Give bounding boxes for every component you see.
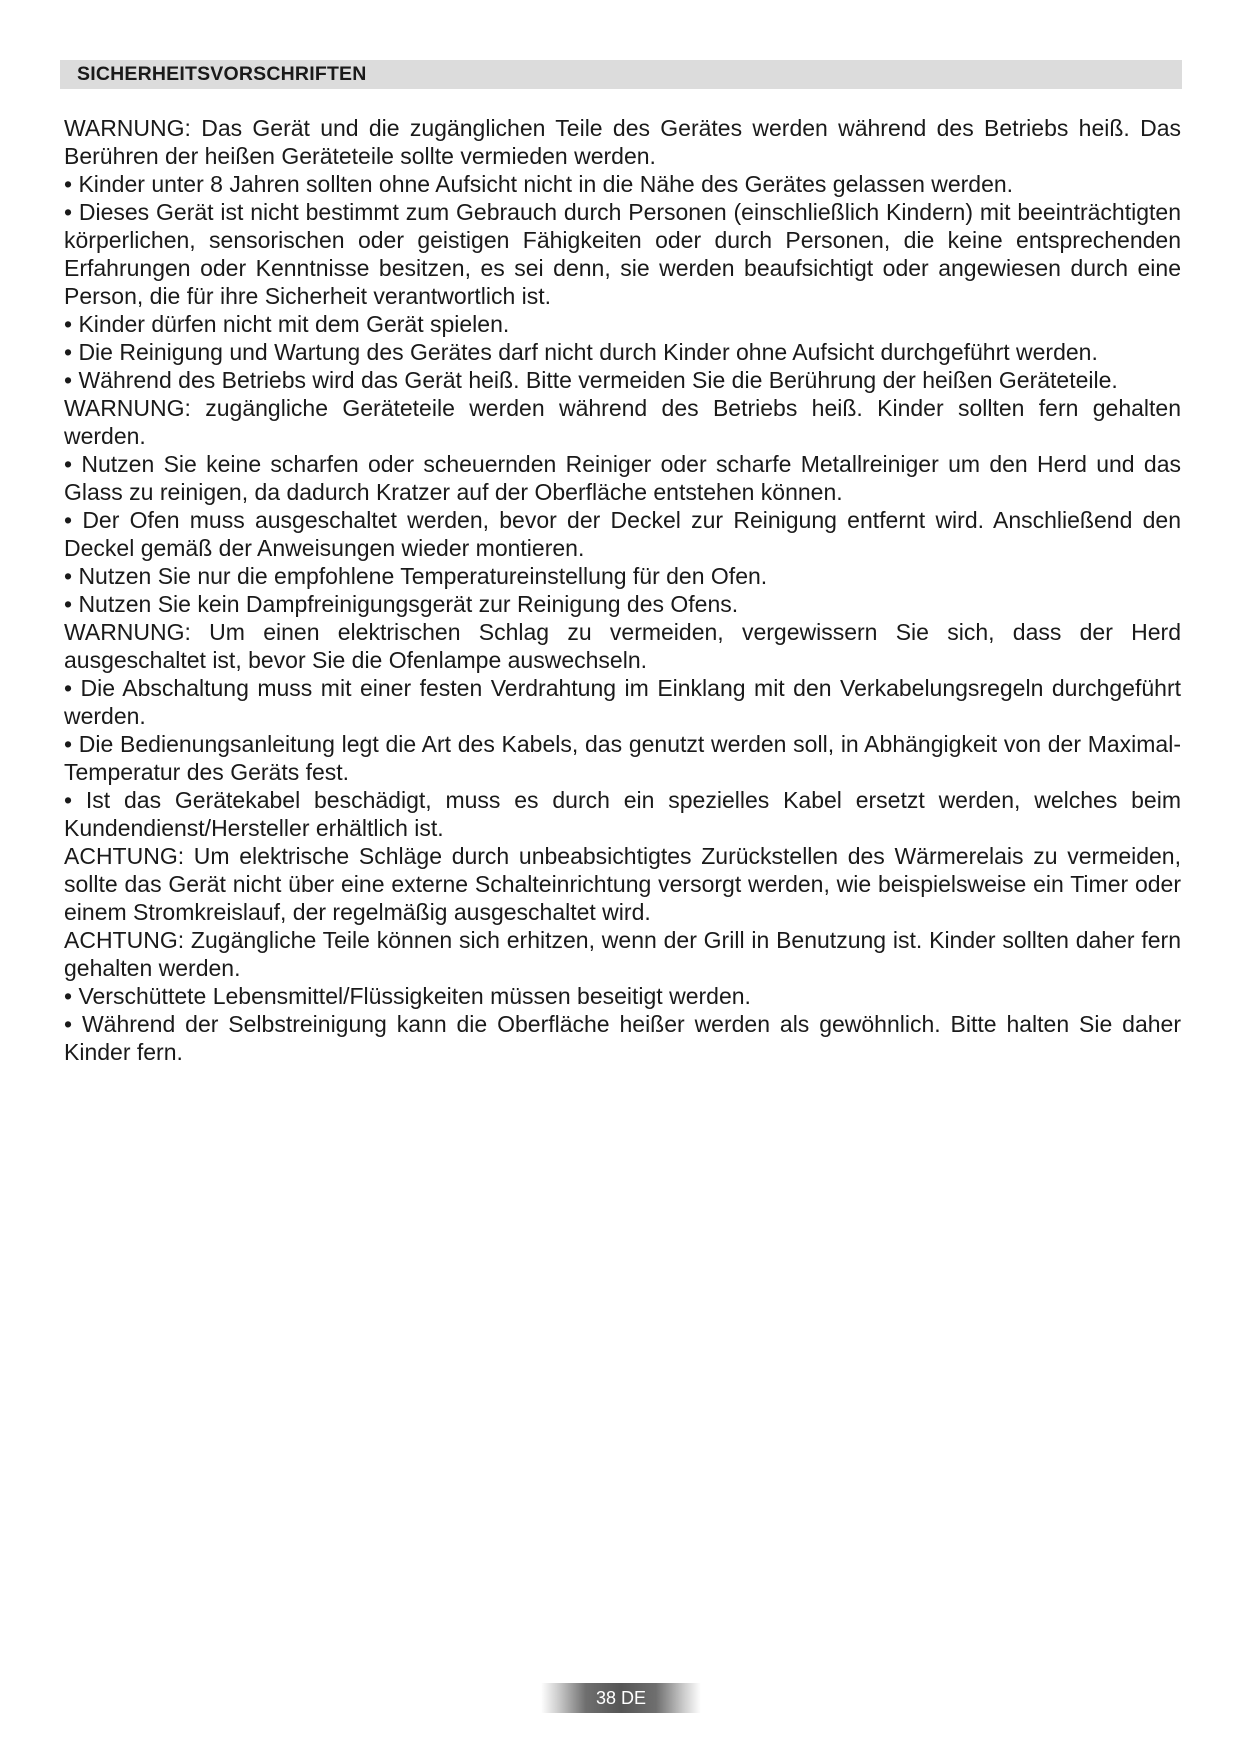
- page-footer: [541, 1683, 701, 1713]
- page-number: 38 DE: [595, 1688, 647, 1708]
- section-title: SICHERHEITSVORSCHRIFTEN: [77, 63, 367, 85]
- bullet-no-abrasive-cleaners: • Nutzen Sie keine scharfen oder scheuernden Reiniger oder scharfe Metallreiniger um den Herd und das Glass zu reinigen, da dadurch Kratzer auf der Oberfläche entstehen können.: [64, 451, 1181, 505]
- bullet-spills-removal: • Verschüttete Lebensmittel/Flüssigkeiten müssen beseitigt werden.: [64, 983, 751, 1009]
- warning-lamp-replacement: WARNUNG: Um einen elektrischen Schlag zu vermeiden, vergewissern Sie sich, dass der Herd ausgeschaltet ist, bevor Sie die Ofenlampe auswechseln.: [64, 619, 1181, 673]
- bullet-fixed-wiring: • Die Abschaltung muss mit einer festen Verdrahtung im Einklang mit den Verkabelungsregeln durchgeführt werden.: [64, 675, 1181, 729]
- bullet-no-steam-cleaner: • Nutzen Sie kein Dampfreinigungsgerät zur Reinigung des Ofens.: [64, 591, 739, 617]
- bullet-switch-off-before-cleaning: • Der Ofen muss ausgeschaltet werden, bevor der Deckel zur Reinigung entfernt wird. Anschließend den Deckel gemäß der Anweisungen wieder montieren.: [64, 507, 1181, 561]
- bullet-children-no-play: • Kinder dürfen nicht mit dem Gerät spielen.: [64, 311, 510, 337]
- section-header-bar: [60, 60, 1182, 89]
- bullet-children-under-8: • Kinder unter 8 Jahren sollten ohne Aufsicht nicht in die Nähe des Gerätes gelassen werden.: [64, 171, 1014, 197]
- bullet-restricted-persons: • Dieses Gerät ist nicht bestimmt zum Gebrauch durch Personen (einschließlich Kindern) mit beeinträchtigten körperlichen, sensorischen oder geistigen Fähigkeiten oder durch Personen, die keine entsprechenden Erfahrungen oder Kenntnisse besitzen, es sei denn, sie werden beaufsichtigt oder angewiesen durch eine Person, die für ihre Sicherheit verantwortlich ist.: [64, 199, 1181, 309]
- bullet-cable-type: • Die Bedienungsanleitung legt die Art des Kabels, das genutzt werden soll, in Abhängigkeit von der Maximal-Temperatur des Geräts fest.: [64, 731, 1181, 785]
- caution-thermal-relay: ACHTUNG: Um elektrische Schläge durch unbeabsichtigtes Zurückstellen des Wärmerelais zu vermeiden, sollte das Gerät nicht über eine externe Schalteinrichtung versorgt werden, wie beispielsweise ein Timer oder einem Stromkreislauf, der regelmäßig ausgeschaltet wird.: [64, 843, 1181, 925]
- safety-instructions-body: [64, 114, 1181, 1066]
- caution-grill-hot: ACHTUNG: Zugängliche Teile können sich erhitzen, wenn der Grill in Benutzung ist. Kinder sollten daher fern gehalten werden.: [64, 927, 1181, 981]
- warning-keep-children-away: WARNUNG: zugängliche Geräteteile werden während des Betriebs heiß. Kinder sollten fern gehalten werden.: [64, 395, 1181, 449]
- bullet-damaged-cable: • Ist das Gerätekabel beschädigt, muss es durch ein spezielles Kabel ersetzt werden, welches beim Kundendienst/Hersteller erhältlich ist.: [64, 787, 1181, 841]
- bullet-hot-during-operation: • Während des Betriebs wird das Gerät heiß. Bitte vermeiden Sie die Berührung der heißen Geräteteile.: [64, 367, 1118, 393]
- bullet-recommended-temperature: • Nutzen Sie nur die empfohlene Temperatureinstellung für den Ofen.: [64, 563, 768, 589]
- bullet-self-cleaning-hot: • Während der Selbstreinigung kann die Oberfläche heißer werden als gewöhnlich. Bitte halten Sie daher Kinder fern.: [64, 1011, 1181, 1065]
- warning-hot-parts: WARNUNG: Das Gerät und die zugänglichen Teile des Gerätes werden während des Betriebs heiß. Das Berühren der heißen Geräteteile sollte vermieden werden.: [64, 115, 1181, 169]
- bullet-cleaning-supervision: • Die Reinigung und Wartung des Gerätes darf nicht durch Kinder ohne Aufsicht durchgeführt werden.: [64, 339, 1098, 365]
